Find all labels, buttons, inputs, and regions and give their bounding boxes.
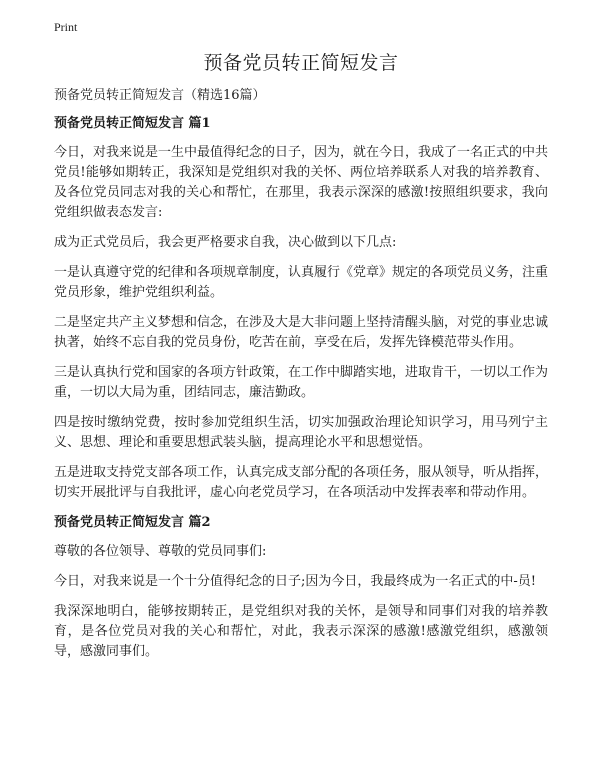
paragraph: 四是按时缴纳党费，按时参加党组织生活，切实加强政治理论知识学习，用马列宁主义、思想、理论和重要思想武装头脑，提高理论水平和思想觉悟。 <box>54 415 548 450</box>
paragraph: 尊敬的各位领导、尊敬的党员同事们: <box>54 544 267 559</box>
paragraph: 今日，对我来说是一个十分值得纪念的日子;因为今日，我最终成为一名正式的中-员! <box>54 574 536 589</box>
paragraph: 一是认真遵守党的纪律和各项规章制度，认真履行《党章》规定的各项党员义务，注重党员形象，维护党组织利益。 <box>54 265 549 300</box>
document-page <box>54 50 548 672</box>
section-1 <box>54 114 548 503</box>
section-heading: 预备党员转正简短发言 篇1 <box>54 116 211 131</box>
page-title: 预备党员转正简短发言 <box>203 52 399 74</box>
section-2 <box>54 513 548 662</box>
paragraph: 我深深地明白，能够按期转正，是党组织对我的关怀，是领导和同事们对我的培养教育，是各位党员对我的关心和帮忙，对此，我表示深深的感激!感激党组织，感激领导，感激同事们。 <box>54 604 548 659</box>
section-heading: 预备党员转正简短发言 篇2 <box>54 515 211 530</box>
print-link[interactable]: Print <box>54 20 78 34</box>
paragraph: 三是认真执行党和国家的各项方针政策，在工作中脚踏实地，进取肯干，一切以工作为重，一切以大局为重，团结同志，廉洁勤政。 <box>54 365 549 400</box>
paragraph: 成为正式党员后，我会更严格要求自我，决心做到以下几点: <box>54 235 397 250</box>
paragraph: 二是坚定共产主义梦想和信念，在涉及大是大非问题上坚持清醒头脑，对党的事业忠诚执著，始终不忘自我的党员身份，吃苦在前，享受在后，发挥先锋模范带头作用。 <box>54 315 549 350</box>
paragraph: 今日，对我来说是一生中最值得纪念的日子，因为，就在今日，我成了一名正式的中共党员!能够如期转正，我深知是党组织对我的关怀、两位培养联系人对我的培养教育、及各位党员同志对我的关心和帮忙，在那里，我表示深深的感激!按照组织要求，我向党组织做表态发言: <box>54 145 549 220</box>
document-subtitle: 预备党员转正简短发言（精选16篇） <box>54 88 266 103</box>
paragraph: 五是进取支持党支部各项工作，认真完成支部分配的各项任务，服从领导，听从指挥，切实开展批评与自我批评，虚心向老党员学习，在各项活动中发挥表率和带动作用。 <box>54 465 549 500</box>
